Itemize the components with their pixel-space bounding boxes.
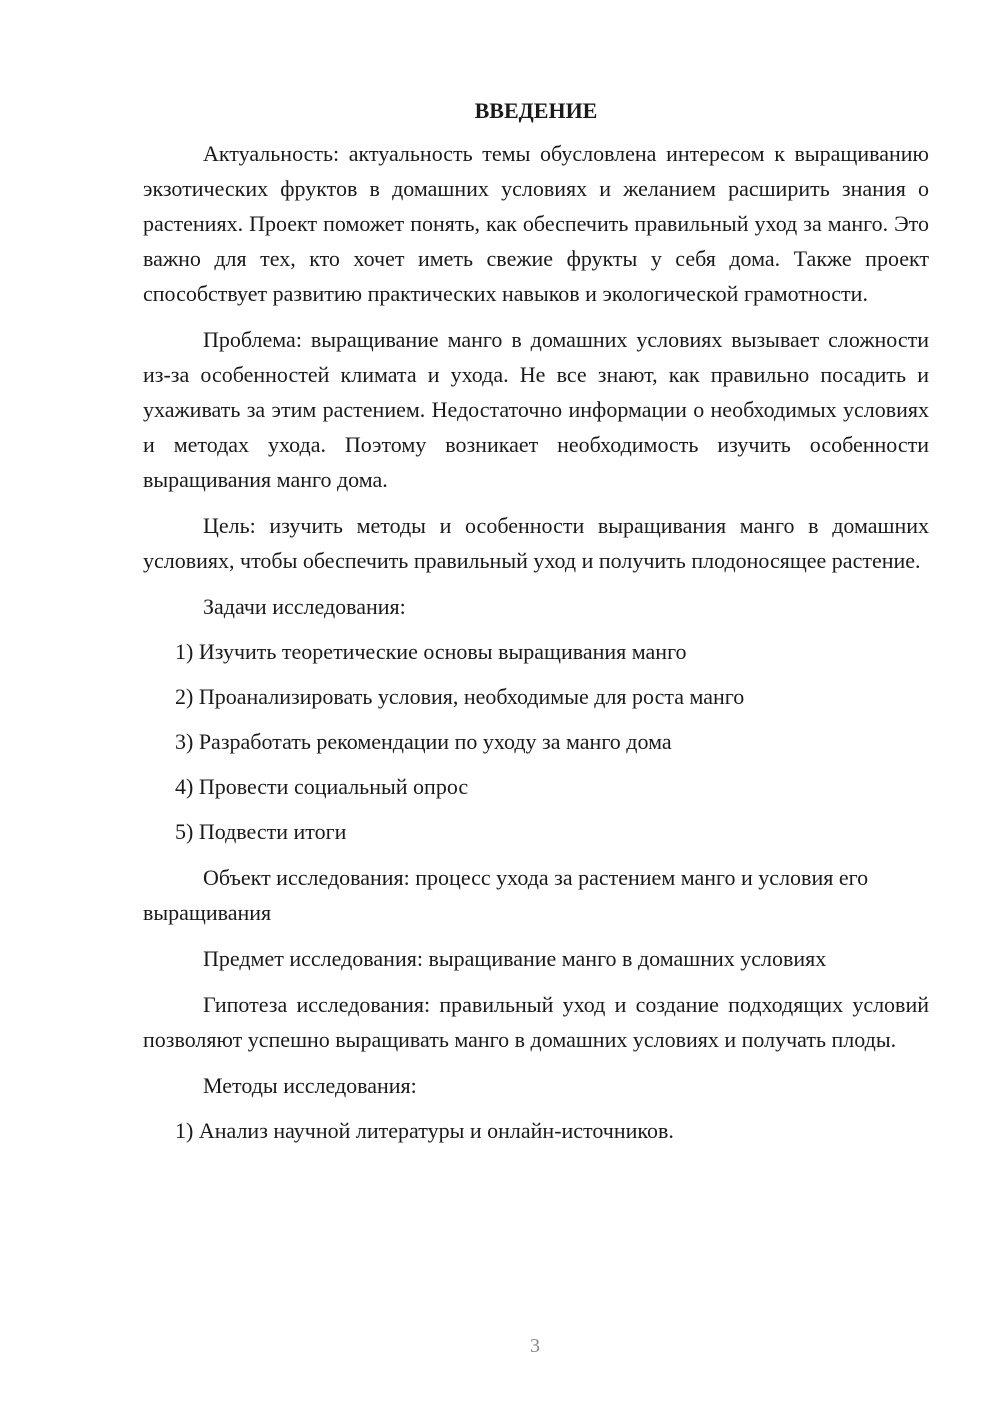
- list-item: 3) Разработать рекомендации по уходу за манго дома: [175, 729, 672, 754]
- tasks-list: [143, 634, 929, 849]
- relevance-paragraph: Актуальность: актуальность темы обусловлена интересом к выращиванию экзотических фруктов в домашних условиях и желанием расширить знания о растениях. Проект поможет понять, как обеспечить правильный уход за манго. Это важно для тех, кто хочет иметь свежие фрукты у себя дома. Также проект способствует развитию практических навыков и экологической грамотности.: [143, 141, 929, 306]
- page-number: 3: [530, 1335, 540, 1357]
- list-item: 1) Анализ научной литературы и онлайн-источников.: [175, 1118, 674, 1143]
- tasks-heading: Задачи исследования:: [203, 594, 406, 619]
- list-item: 4) Провести социальный опрос: [175, 774, 469, 799]
- goal-paragraph: Цель: изучить методы и особенности выращивания манго в домашних условиях, чтобы обеспечить правильный уход и получить плодоносящее растение.: [143, 513, 929, 573]
- section-title: ВВЕДЕНИЕ: [474, 98, 598, 123]
- problem-paragraph: Проблема: выращивание манго в домашних условиях вызывает сложности из-за особенностей климата и ухода. Не все знают, как правильно посадить и ухаживать за этим растением. Недостаточно информации о необходимых условиях и методах ухода. Поэтому возникает необходимость изучить особенности выращивания манго дома.: [143, 327, 929, 492]
- subject-paragraph: Предмет исследования: выращивание манго в домашних условиях: [203, 946, 827, 971]
- methods-list: [143, 1113, 929, 1148]
- list-item: 2) Проанализировать условия, необходимые для роста манго: [175, 684, 745, 709]
- page-content: [143, 96, 929, 1148]
- list-item: 5) Подвести итоги: [175, 819, 347, 844]
- hypothesis-paragraph: Гипотеза исследования: правильный уход и создание подходящих условий позволяют успешно выращивать манго в домашних условиях и получать плоды.: [143, 992, 929, 1052]
- methods-heading: Методы исследования:: [203, 1073, 417, 1098]
- object-paragraph: Объект исследования: процесс ухода за растением манго и условия его выращивания: [143, 865, 869, 925]
- list-item: 1) Изучить теоретические основы выращивания манго: [175, 639, 687, 664]
